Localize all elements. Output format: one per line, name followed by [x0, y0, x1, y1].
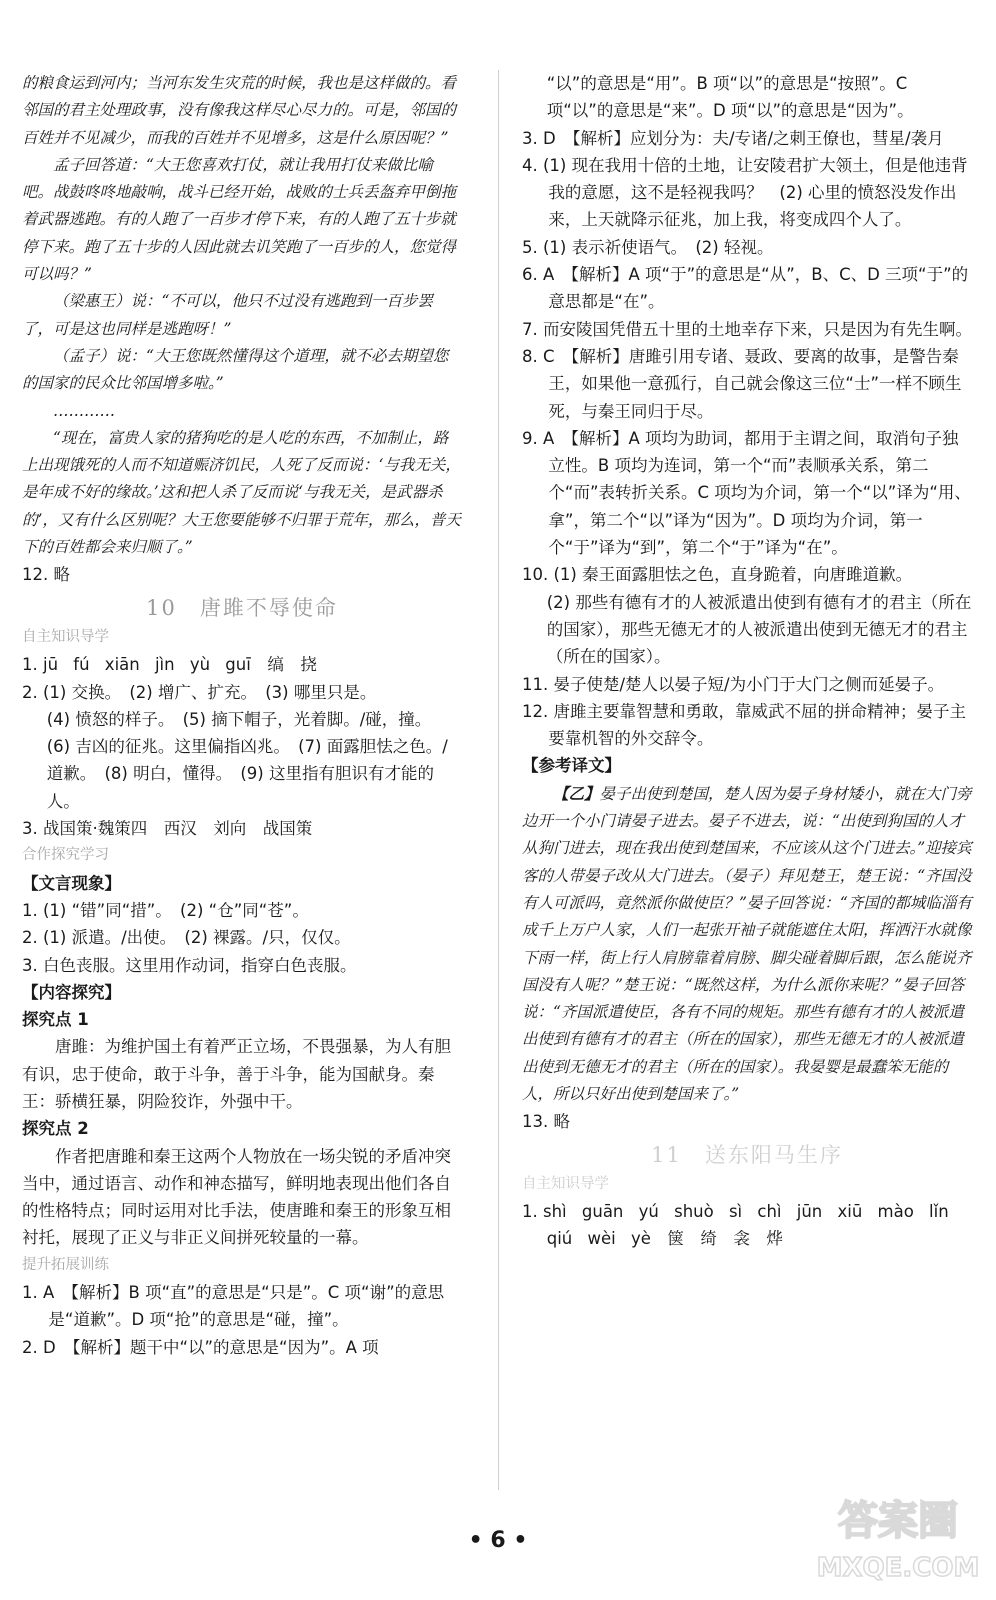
ellipsis-line: …………	[53, 401, 115, 420]
answer-item-12: 12. 略	[22, 565, 70, 585]
answer-item-11: 11. 晏子使楚/楚人以晏子短/为小门于大门之侧而延晏子。	[522, 674, 945, 694]
explore-point-text: 作者把唐雎和秦王这两个人物放在一场尖锐的矛盾冲突当中，通过语言、动作和神态描写，鲜明地表现出他们各自的性格特点；同时运用对比手法，使唐雎和秦王的形象互相衬托，展现了正义与非正义间拼死较量的一幕。	[22, 1146, 451, 1248]
answer-item-3: 3. D 【解析】应划分为：夫/专诸/之刺王僚也，彗星/袭月	[522, 128, 944, 148]
answer-item-10-part2: (2) 那些有德有才的人被派遣出使到有德有才的君主（所在的国家），那些无德无才的人被派遣出使到无德无才的君主（所在的国家）。	[546, 592, 972, 667]
subsection-heading: 【内容探究】	[22, 982, 121, 1002]
answer-item-2: 2. D 【解析】题干中“以”的意思是“因为”。A 项	[22, 1337, 379, 1357]
answer-item-5: 5. (1) 表示祈使语气。 (2) 轻视。	[522, 237, 774, 257]
reference-label: 【乙】	[553, 783, 600, 803]
subsection-heading: 【文言现象】	[22, 873, 121, 893]
answer-item-9: 9. A 【解析】A 项均为助词，都用于主谓之间，取消句子独立性。B 项均为连词，第一个“而”表顺承关系，第二个“而”表转折关系。C 项均为介词，第一个“以”译为“用、拿”，第二个“以”译为“因为”。D 项均为介词，第一个“于”译为“到”，第二个“于”译为“在”。	[522, 428, 971, 558]
section-heading: 自主知识导学	[522, 1175, 609, 1192]
pinyin-answers: jū fú xiān jìn yù guī	[43, 655, 251, 675]
answer-item-2-cont: (4) 愤怒的样子。 (5) 摘下帽子，光着脚。/碰，撞。 (6) 吉凶的征兆。这里偏指凶兆。 (7) 面露胆怯之色。/道歉。 (8) 明白，懂得。 (9) 这里指有胆识有才能的人。	[46, 709, 448, 811]
reference-text: 晏子出使到楚国，楚人因为晏子身材矮小，就在大门旁边开一个小门请晏子进去。晏子不进去，说：“出使到狗国的人才从狗门进去，现在我出使到楚国来，不应该从这个门进去。”迎接宾客的人带晏子改从大门进去。（晏子）拜见楚王，楚王说：“齐国没有人可派吗，竟然派你做使臣？”晏子回答说：“齐国的都城临淄有成千上万户人家，人们一起张开袖子就能遮住太阳，挥洒汗水就像下雨一样，街上行人肩膀靠着肩膀、脚尖碰着脚后跟，怎么能说齐国没有人呢？”楚王说：“既然这样，为什么派你来呢？”晏子回答说：“齐国派遣使臣，各有不同的规矩。那些有德有才的人被派遣出使到有德有才的君主（所在的国家），那些无德无才的人被派遣出使到无德无才的君主（所在的国家）。我晏婴是最蠢笨无能的人，所以只好出使到楚国来了。”	[522, 784, 972, 1103]
lesson-title-10: 10 唐雎不辱使命	[146, 595, 338, 620]
watermark-logo	[812, 1488, 984, 1588]
character-answers: 箧 绮 衾 烨	[667, 1229, 783, 1249]
section-heading: 自主知识导学	[22, 628, 109, 645]
page-number: • 6 •	[468, 1528, 528, 1553]
section-heading: 合作探究学习	[22, 847, 109, 864]
answer-item-1	[22, 651, 462, 678]
answer-line: 1. (1) “错”同“措”。 (2) “仓”同“苍”。	[22, 900, 309, 920]
answer-item-1: 1. A 【解析】B 项“直”的意思是“只是”。C 项“谢”的意思是“道歉”。D 项“抢”的意思是“碰，撞”。	[22, 1283, 445, 1330]
translation-paragraph: 孟子回答道：“大王您喜欢打仗，就让我用打仗来做比喻吧。战鼓咚咚地敲响，战斗已经开始，战败的士兵丢盔弃甲倒拖着武器逃跑。有的人跑了一百步才停下来，有的人跑了五十步就停下来。跑了五十步的人因此就去讥笑跑了一百步的人，您觉得可以吗？”	[22, 155, 457, 284]
translation-paragraph: （孟子）说：“大王您既然懂得这个道理，就不必去期望您的国家的民众比邻国增多啦。”	[22, 346, 449, 393]
answer-line: 2. (1) 派遣。/出使。 (2) 裸露。/只，仅仅。	[22, 928, 351, 948]
answer-item-2: 2. (1) 交换。 (2) 增广、扩充。 (3) 哪里只是。	[22, 682, 377, 702]
answer-item-3: 3. 战国策·魏策四 西汉 刘向 战国策	[22, 819, 313, 839]
lesson-title-11: 11 送东阳马生序	[651, 1142, 843, 1167]
right-column	[522, 70, 972, 1253]
reference-translation	[522, 780, 972, 1109]
left-column	[22, 70, 462, 1361]
pinyin-answers: qiú wèi yè	[546, 1229, 651, 1249]
translation-paragraph: （梁惠王）说：“不可以，他只不过没有逃跑到一百步罢了，可是这也同样是逃跑呀！”	[22, 292, 433, 338]
pinyin-answers: shì guān yú shuò sì chì jūn xiū mào lǐn	[543, 1202, 949, 1222]
answer-continuation: “以”的意思是“用”。B 项“以”的意思是“按照”。C 项“以”的意思是“来”。D 项“以”的意思是“因为”。	[546, 74, 914, 121]
answer-item-4: 4. (1) 现在我用十倍的土地，让安陵君扩大领土，但是他违背我的意愿，这不是轻视我吗？ (2) 心里的愤怒没发作出来，上天就降示征兆，加上我，将变成四个人了。	[522, 155, 968, 230]
answer-item-10: 10. (1) 秦王面露胆怯之色，直身跪着，向唐雎道歉。	[522, 565, 913, 585]
translation-paragraph: 的粮食运到河内；当河东发生灾荒的时候，我也是这样做的。看邻国的君主处理政事，没有像我这样尽心尽力的。可是，邻国的百姓并不见减少，而我的百姓并不见增多，这是什么原因呢？”	[22, 74, 457, 147]
answer-item-7: 7. 而安陵国凭借五十里的土地幸存下来，只是因为有先生啊。	[522, 319, 972, 339]
watermark-text: 答案圈	[838, 1498, 958, 1544]
watermark-url: MXQE.COM	[816, 1553, 980, 1583]
explore-point-label: 探究点 1	[22, 1010, 89, 1030]
item-number: 1.	[22, 655, 43, 675]
translation-paragraph: “现在，富贵人家的猪狗吃的是人吃的东西，不加制止，路上出现饿死的人而不知道赈济饥民，人死了反而说：‘与我无关，是年成不好的缘故。’这和把人杀了反而说‘与我无关，是武器杀的’，又有什么区别呢？大王您要能够不归罪于荒年，那么，普天下的百姓都会来归顺了。”	[22, 428, 461, 557]
answer-item-1	[522, 1198, 972, 1225]
column-divider	[498, 70, 499, 1490]
explore-point-text: 唐雎：为维护国土有着严正立场，不畏强暴，为人有胆有识，忠于使命，敢于斗争，善于斗争，能为国献身。秦王：骄横狂暴，阴险狡诈，外强中干。	[22, 1037, 451, 1111]
answer-item-12: 12. 唐雎主要靠智慧和勇敢，靠威武不屈的拼命精神；晏子主要靠机智的外交辞令。	[522, 701, 966, 749]
answer-item-8: 8. C 【解析】唐雎引用专诸、聂政、要离的故事，是警告秦王，如果他一意孤行，自己就会像这三位“士”一样不顾生死，与秦王同归于尽。	[522, 346, 962, 421]
answer-line: 3. 白色丧服。这里用作动词，指穿白色丧服。	[22, 955, 357, 975]
character-answers: 缟 挠	[267, 655, 317, 675]
answer-item-13: 13. 略	[522, 1112, 570, 1132]
answer-item-1-cont	[522, 1225, 972, 1252]
answer-item-6: 6. A 【解析】A 项“于”的意思是“从”，B、C、D 三项“于”的意思都是“在”。	[522, 265, 969, 312]
explore-point-label: 探究点 2	[22, 1119, 89, 1139]
section-heading: 提升拓展训练	[22, 1256, 109, 1273]
subsection-heading: 【参考译文】	[522, 756, 621, 776]
item-number: 1.	[522, 1202, 543, 1222]
